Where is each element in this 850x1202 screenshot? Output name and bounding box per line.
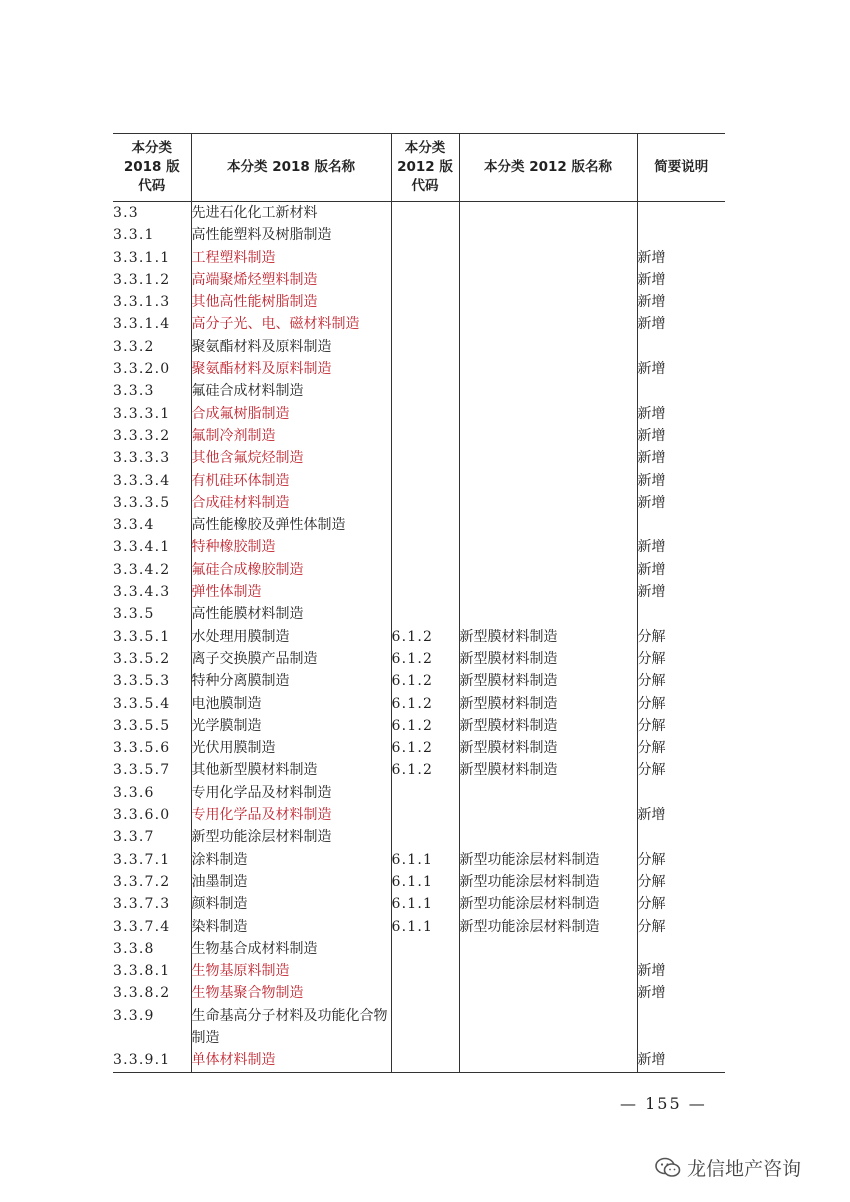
header-2018-code-line2: 2018 版 bbox=[123, 159, 180, 175]
row-note: 新增 bbox=[637, 447, 725, 469]
table-row bbox=[113, 626, 725, 648]
row-2012-name: 新型膜材料制造 bbox=[459, 626, 637, 648]
row-2012-code bbox=[391, 581, 459, 603]
row-code: 3.3.1.2 bbox=[113, 271, 171, 288]
table-row bbox=[113, 715, 725, 737]
row-2012-name: 新型功能涂层材料制造 bbox=[459, 916, 637, 938]
table-row bbox=[113, 759, 725, 781]
row-2012-code bbox=[391, 470, 459, 492]
row-note: 新增 bbox=[637, 492, 725, 514]
row-name: 颜料制造 bbox=[191, 893, 391, 915]
table-row bbox=[113, 804, 725, 826]
row-note: 分解 bbox=[637, 916, 725, 938]
table-row bbox=[113, 960, 725, 982]
header-2012-code bbox=[391, 134, 459, 202]
row-code: 3.3.5.1 bbox=[113, 628, 171, 645]
row-note bbox=[637, 336, 725, 358]
row-2012-name bbox=[459, 269, 637, 291]
table-header bbox=[113, 134, 725, 202]
row-name: 弹性体制造 bbox=[191, 581, 391, 603]
row-code: 3.3.3 bbox=[113, 383, 155, 400]
row-2012-name bbox=[459, 336, 637, 358]
table-row bbox=[113, 247, 725, 269]
row-code: 3.3.3.3 bbox=[113, 450, 171, 467]
row-2012-code: 6.1.1 bbox=[391, 893, 459, 915]
row-note: 新增 bbox=[637, 1049, 725, 1072]
table-row bbox=[113, 670, 725, 692]
row-name: 特种橡胶制造 bbox=[191, 536, 391, 558]
row-code: 3.3.1.1 bbox=[113, 249, 171, 266]
row-2012-code bbox=[391, 603, 459, 625]
table-row bbox=[113, 224, 725, 246]
row-2012-name bbox=[459, 1005, 637, 1050]
table-row bbox=[113, 1049, 725, 1072]
row-code: 3.3.8.2 bbox=[113, 985, 171, 1002]
table-row bbox=[113, 447, 725, 469]
table-row bbox=[113, 893, 725, 915]
row-name: 其他新型膜材料制造 bbox=[191, 759, 391, 781]
table-row bbox=[113, 916, 725, 938]
row-name: 离子交换膜产品制造 bbox=[191, 648, 391, 670]
row-code: 3.3.1 bbox=[113, 227, 155, 244]
table-row bbox=[113, 982, 725, 1004]
row-2012-name bbox=[459, 603, 637, 625]
row-note: 新增 bbox=[637, 403, 725, 425]
row-2012-code bbox=[391, 804, 459, 826]
row-2012-code bbox=[391, 782, 459, 804]
row-2012-name: 新型膜材料制造 bbox=[459, 759, 637, 781]
row-2012-code bbox=[391, 403, 459, 425]
row-code: 3.3 bbox=[113, 205, 139, 221]
header-2018-code bbox=[113, 134, 191, 202]
row-name: 聚氨酯材料及原料制造 bbox=[191, 358, 391, 380]
row-code: 3.3.3.4 bbox=[113, 472, 171, 489]
row-2012-name bbox=[459, 425, 637, 447]
row-name: 高端聚烯烃塑料制造 bbox=[191, 269, 391, 291]
row-name: 高性能橡胶及弹性体制造 bbox=[191, 514, 391, 536]
header-row bbox=[113, 134, 725, 202]
row-code: 3.3.4.3 bbox=[113, 584, 171, 601]
row-name: 光伏用膜制造 bbox=[191, 737, 391, 759]
row-note: 分解 bbox=[637, 871, 725, 893]
row-2012-name bbox=[459, 492, 637, 514]
row-name: 专用化学品及材料制造 bbox=[191, 782, 391, 804]
row-2012-name bbox=[459, 224, 637, 246]
row-2012-name bbox=[459, 804, 637, 826]
row-2012-code bbox=[391, 247, 459, 269]
row-2012-code bbox=[391, 224, 459, 246]
row-code: 3.3.5 bbox=[113, 606, 155, 623]
table-row bbox=[113, 514, 725, 536]
row-note: 新增 bbox=[637, 581, 725, 603]
row-code: 3.3.5.2 bbox=[113, 650, 171, 667]
row-2012-name: 新型膜材料制造 bbox=[459, 648, 637, 670]
row-2012-code bbox=[391, 313, 459, 335]
row-name: 单体材料制造 bbox=[191, 1049, 391, 1072]
row-2012-code: 6.1.2 bbox=[391, 648, 459, 670]
table-row bbox=[113, 536, 725, 558]
header-2012-code-line2: 2012 版 bbox=[397, 159, 453, 175]
row-2012-name bbox=[459, 782, 637, 804]
row-2012-name bbox=[459, 291, 637, 313]
row-2012-code bbox=[391, 536, 459, 558]
row-2012-code bbox=[391, 336, 459, 358]
row-2012-name: 新型膜材料制造 bbox=[459, 693, 637, 715]
row-name: 新型功能涂层材料制造 bbox=[191, 826, 391, 848]
row-name: 光学膜制造 bbox=[191, 715, 391, 737]
row-2012-name bbox=[459, 826, 637, 848]
row-name: 涂料制造 bbox=[191, 849, 391, 871]
row-2012-name bbox=[459, 358, 637, 380]
row-2012-code bbox=[391, 960, 459, 982]
table-row bbox=[113, 826, 725, 848]
header-2018-code-line1: 本分类 bbox=[131, 140, 172, 156]
row-code: 3.3.5.3 bbox=[113, 673, 171, 690]
row-code: 3.3.4.2 bbox=[113, 561, 171, 578]
row-name: 特种分离膜制造 bbox=[191, 670, 391, 692]
row-code: 3.3.2 bbox=[113, 338, 155, 355]
watermark-text: 龙信地产咨询 bbox=[687, 1158, 802, 1180]
row-name: 工程塑料制造 bbox=[191, 247, 391, 269]
row-2012-code: 6.1.2 bbox=[391, 693, 459, 715]
table-body bbox=[113, 202, 725, 1073]
row-2012-name bbox=[459, 559, 637, 581]
row-name: 有机硅环体制造 bbox=[191, 470, 391, 492]
row-2012-name bbox=[459, 202, 637, 225]
row-2012-code bbox=[391, 1005, 459, 1050]
row-2012-code: 6.1.2 bbox=[391, 715, 459, 737]
row-note: 新增 bbox=[637, 313, 725, 335]
row-2012-name bbox=[459, 581, 637, 603]
header-note: 简要说明 bbox=[637, 134, 725, 202]
wechat-icon bbox=[655, 1157, 681, 1179]
row-name: 生物基合成材料制造 bbox=[191, 938, 391, 960]
row-2012-code bbox=[391, 938, 459, 960]
row-code: 3.3.7 bbox=[113, 829, 155, 846]
row-2012-code bbox=[391, 202, 459, 225]
row-name: 油墨制造 bbox=[191, 871, 391, 893]
classification-table bbox=[113, 133, 725, 1073]
row-name: 高性能塑料及树脂制造 bbox=[191, 224, 391, 246]
row-note bbox=[637, 224, 725, 246]
row-code: 3.3.4 bbox=[113, 517, 155, 534]
table-row bbox=[113, 470, 725, 492]
row-2012-name bbox=[459, 470, 637, 492]
row-2012-code bbox=[391, 269, 459, 291]
header-2012-code-line1: 本分类 bbox=[404, 140, 446, 156]
row-2012-code bbox=[391, 425, 459, 447]
row-2012-name: 新型膜材料制造 bbox=[459, 737, 637, 759]
row-note bbox=[637, 603, 725, 625]
row-name: 氟硅合成橡胶制造 bbox=[191, 559, 391, 581]
row-code: 3.3.7.2 bbox=[113, 873, 171, 890]
row-2012-code bbox=[391, 447, 459, 469]
row-2012-name bbox=[459, 447, 637, 469]
row-name: 专用化学品及材料制造 bbox=[191, 804, 391, 826]
row-code: 3.3.9 bbox=[113, 1007, 155, 1024]
row-code: 3.3.1.3 bbox=[113, 294, 171, 311]
header-2018-code-line3: 代码 bbox=[138, 178, 166, 194]
row-note: 新增 bbox=[637, 559, 725, 581]
row-note: 新增 bbox=[637, 470, 725, 492]
table-row bbox=[113, 1005, 725, 1050]
row-name: 水处理用膜制造 bbox=[191, 626, 391, 648]
row-code: 3.3.2.0 bbox=[113, 361, 171, 378]
row-note bbox=[637, 202, 725, 225]
row-2012-name bbox=[459, 313, 637, 335]
header-2018-name: 本分类 2018 版名称 bbox=[191, 134, 391, 202]
row-code: 3.3.1.4 bbox=[113, 316, 171, 333]
row-note: 分解 bbox=[637, 759, 725, 781]
row-2012-name bbox=[459, 514, 637, 536]
page-number: — 155 — bbox=[620, 1094, 707, 1113]
row-note: 新增 bbox=[637, 358, 725, 380]
row-note: 新增 bbox=[637, 536, 725, 558]
row-name: 染料制造 bbox=[191, 916, 391, 938]
row-2012-code: 6.1.1 bbox=[391, 871, 459, 893]
row-code: 3.3.3.1 bbox=[113, 405, 171, 422]
row-name: 氟硅合成材料制造 bbox=[191, 380, 391, 402]
row-2012-name: 新型功能涂层材料制造 bbox=[459, 871, 637, 893]
table-row bbox=[113, 559, 725, 581]
row-code: 3.3.7.1 bbox=[113, 851, 171, 868]
row-2012-code bbox=[391, 559, 459, 581]
row-2012-name bbox=[459, 982, 637, 1004]
row-code: 3.3.3.2 bbox=[113, 427, 171, 444]
row-2012-code: 6.1.2 bbox=[391, 737, 459, 759]
row-note bbox=[637, 1005, 725, 1050]
row-code: 3.3.8 bbox=[113, 940, 155, 957]
table-row bbox=[113, 269, 725, 291]
row-note: 分解 bbox=[637, 693, 725, 715]
row-note: 分解 bbox=[637, 737, 725, 759]
row-name: 合成氟树脂制造 bbox=[191, 403, 391, 425]
row-2012-code: 6.1.2 bbox=[391, 626, 459, 648]
row-name: 电池膜制造 bbox=[191, 693, 391, 715]
row-2012-name bbox=[459, 247, 637, 269]
row-code: 3.3.6 bbox=[113, 784, 155, 801]
row-name: 氟制冷剂制造 bbox=[191, 425, 391, 447]
watermark bbox=[655, 1154, 801, 1181]
table-row bbox=[113, 202, 725, 225]
row-2012-code: 6.1.2 bbox=[391, 670, 459, 692]
row-note: 分解 bbox=[637, 849, 725, 871]
row-code: 3.3.5.4 bbox=[113, 695, 171, 712]
row-2012-code: 6.1.1 bbox=[391, 916, 459, 938]
row-name: 其他含氟烷烃制造 bbox=[191, 447, 391, 469]
table-row bbox=[113, 871, 725, 893]
row-2012-code bbox=[391, 826, 459, 848]
row-note: 新增 bbox=[637, 291, 725, 313]
table-row bbox=[113, 737, 725, 759]
table-row bbox=[113, 492, 725, 514]
row-code: 3.3.9.1 bbox=[113, 1049, 191, 1072]
row-2012-code bbox=[391, 982, 459, 1004]
row-name: 先进石化化工新材料 bbox=[191, 202, 391, 225]
row-2012-code: 6.1.1 bbox=[391, 849, 459, 871]
row-2012-name bbox=[459, 536, 637, 558]
row-2012-name: 新型功能涂层材料制造 bbox=[459, 849, 637, 871]
row-note: 新增 bbox=[637, 269, 725, 291]
row-name: 生物基原料制造 bbox=[191, 960, 391, 982]
row-code: 3.3.5.7 bbox=[113, 762, 171, 779]
row-name: 聚氨酯材料及原料制造 bbox=[191, 336, 391, 358]
row-2012-code bbox=[391, 1049, 459, 1072]
row-2012-name bbox=[459, 380, 637, 402]
table-row bbox=[113, 849, 725, 871]
row-code: 3.3.7.3 bbox=[113, 896, 171, 913]
table-row bbox=[113, 358, 725, 380]
row-note bbox=[637, 938, 725, 960]
header-2012-name: 本分类 2012 版名称 bbox=[459, 134, 637, 202]
row-note: 新增 bbox=[637, 247, 725, 269]
header-2012-code-line3: 代码 bbox=[411, 178, 439, 194]
row-name: 高性能膜材料制造 bbox=[191, 603, 391, 625]
row-note: 分解 bbox=[637, 893, 725, 915]
row-2012-name bbox=[459, 960, 637, 982]
row-name: 合成硅材料制造 bbox=[191, 492, 391, 514]
row-code: 3.3.4.1 bbox=[113, 539, 171, 556]
row-note: 新增 bbox=[637, 982, 725, 1004]
row-code: 3.3.8.1 bbox=[113, 963, 171, 980]
row-code: 3.3.7.4 bbox=[113, 918, 171, 935]
row-2012-name: 新型膜材料制造 bbox=[459, 715, 637, 737]
row-name: 生物基聚合物制造 bbox=[191, 982, 391, 1004]
table-row bbox=[113, 425, 725, 447]
row-note: 分解 bbox=[637, 670, 725, 692]
row-note: 分解 bbox=[637, 626, 725, 648]
table-row bbox=[113, 291, 725, 313]
row-note: 分解 bbox=[637, 648, 725, 670]
table-row bbox=[113, 603, 725, 625]
row-name: 其他高性能树脂制造 bbox=[191, 291, 391, 313]
row-code: 3.3.5.6 bbox=[113, 740, 171, 757]
table-row bbox=[113, 693, 725, 715]
row-code: 3.3.3.5 bbox=[113, 494, 171, 511]
row-note: 新增 bbox=[637, 425, 725, 447]
row-2012-name: 新型膜材料制造 bbox=[459, 670, 637, 692]
table-row bbox=[113, 336, 725, 358]
row-2012-code bbox=[391, 358, 459, 380]
row-name: 生命基高分子材料及功能化合物制造 bbox=[191, 1005, 391, 1050]
table-row bbox=[113, 782, 725, 804]
row-note: 分解 bbox=[637, 715, 725, 737]
row-note bbox=[637, 514, 725, 536]
row-2012-name bbox=[459, 403, 637, 425]
row-2012-code bbox=[391, 492, 459, 514]
row-2012-code bbox=[391, 380, 459, 402]
row-code: 3.3.6.0 bbox=[113, 807, 171, 824]
table-row bbox=[113, 380, 725, 402]
row-2012-name bbox=[459, 1049, 637, 1072]
table-row bbox=[113, 648, 725, 670]
row-2012-code: 6.1.2 bbox=[391, 759, 459, 781]
row-note bbox=[637, 826, 725, 848]
row-2012-name: 新型功能涂层材料制造 bbox=[459, 893, 637, 915]
row-note: 新增 bbox=[637, 804, 725, 826]
table-row bbox=[113, 938, 725, 960]
row-name: 高分子光、电、磁材料制造 bbox=[191, 313, 391, 335]
table-row bbox=[113, 313, 725, 335]
row-2012-code bbox=[391, 291, 459, 313]
row-code: 3.3.5.5 bbox=[113, 717, 171, 734]
row-2012-name bbox=[459, 938, 637, 960]
row-2012-code bbox=[391, 514, 459, 536]
table-row bbox=[113, 403, 725, 425]
row-note bbox=[637, 782, 725, 804]
row-note bbox=[637, 380, 725, 402]
table-row bbox=[113, 581, 725, 603]
row-note: 新增 bbox=[637, 960, 725, 982]
